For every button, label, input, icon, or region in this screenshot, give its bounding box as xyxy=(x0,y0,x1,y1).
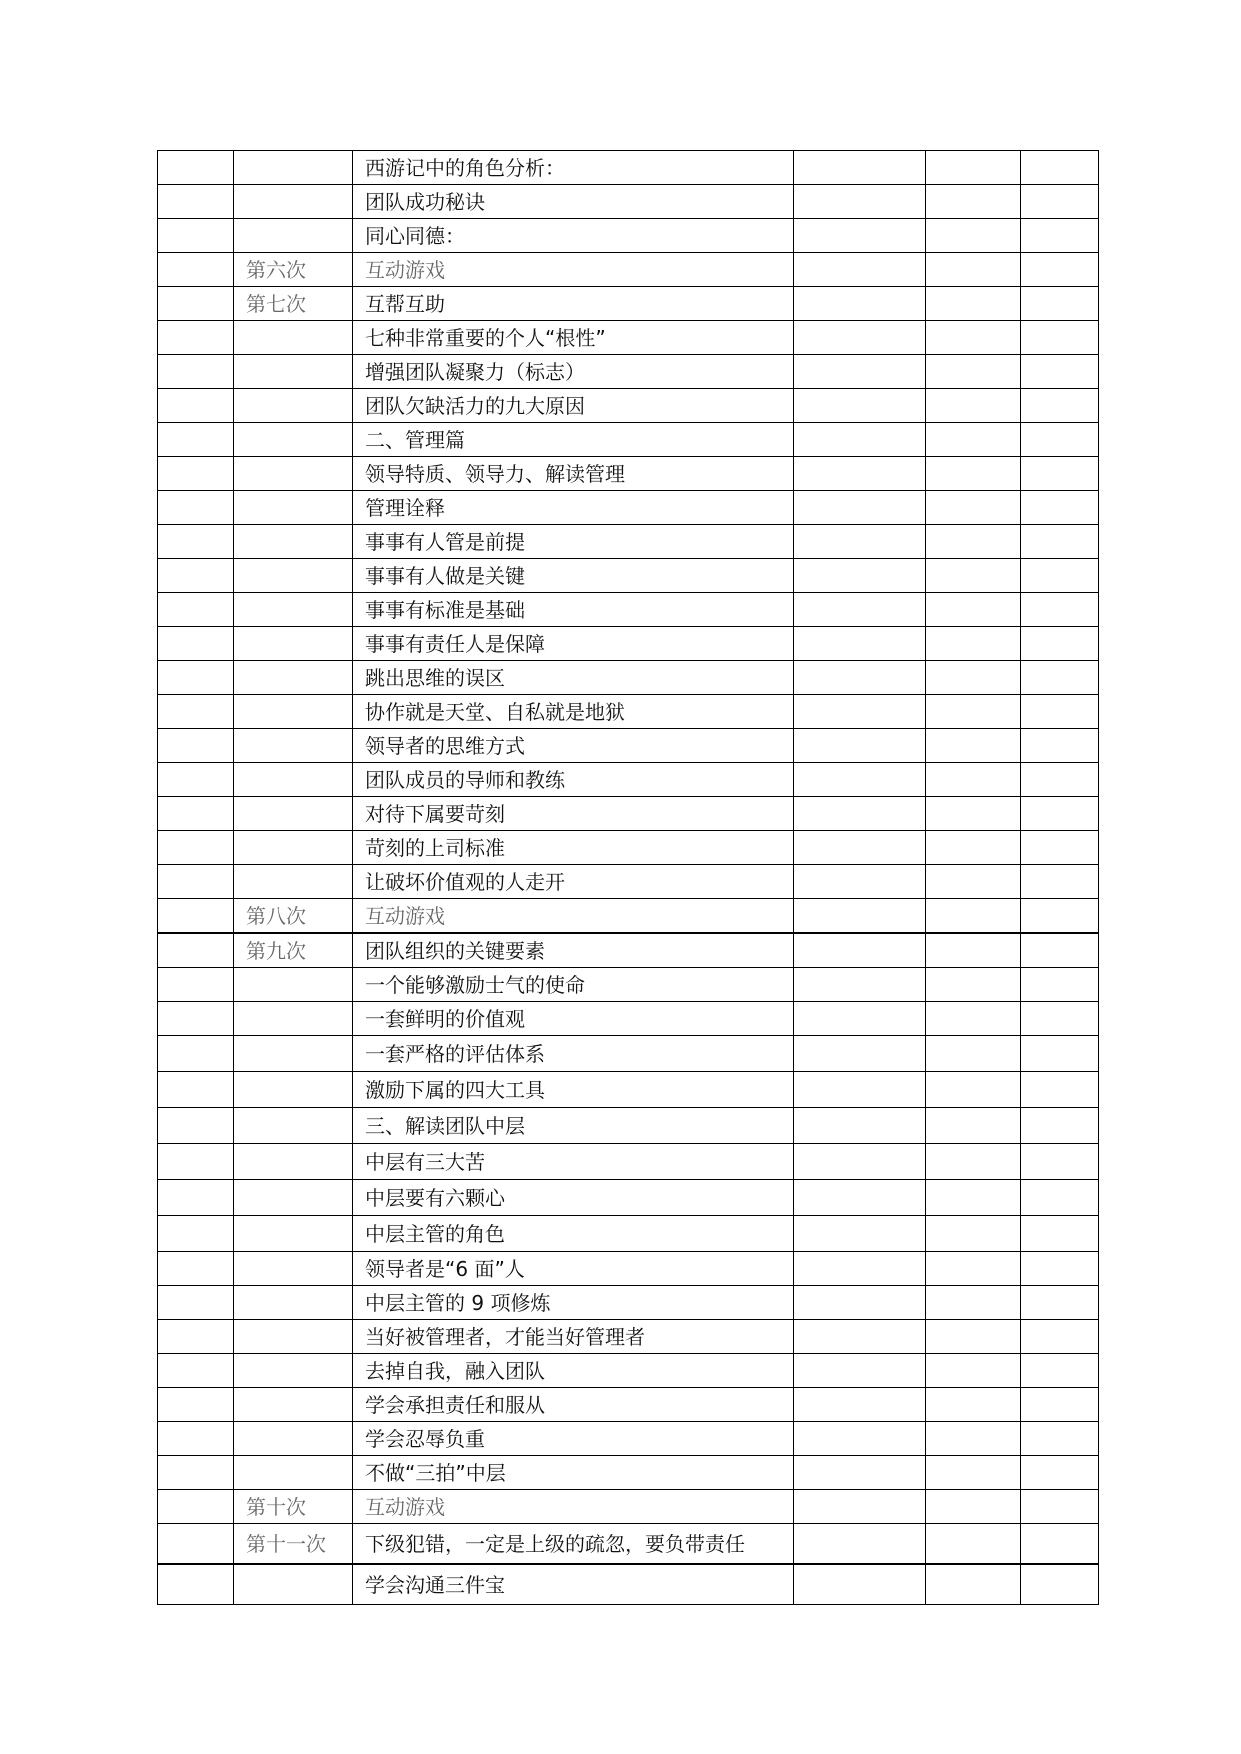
index-cell xyxy=(158,763,234,797)
topic-cell: 去掉自我，融入团队 xyxy=(353,1354,794,1388)
table-row xyxy=(158,865,1099,899)
blank-cell xyxy=(1021,1252,1099,1286)
index-cell xyxy=(158,1002,234,1036)
blank-cell xyxy=(794,321,926,355)
session-cell xyxy=(234,729,353,763)
topic-cell: 激励下属的四大工具 xyxy=(353,1072,794,1108)
blank-cell xyxy=(1021,661,1099,695)
blank-cell xyxy=(794,1144,926,1180)
blank-cell xyxy=(1021,1036,1099,1072)
blank-cell xyxy=(1021,865,1099,899)
blank-cell xyxy=(926,1036,1021,1072)
table-row xyxy=(158,968,1099,1002)
blank-cell xyxy=(1021,1320,1099,1354)
index-cell xyxy=(158,1564,234,1605)
blank-cell xyxy=(794,389,926,423)
table-row xyxy=(158,491,1099,525)
table-row xyxy=(158,1422,1099,1456)
index-cell xyxy=(158,1490,234,1524)
blank-cell xyxy=(794,1002,926,1036)
table-row xyxy=(158,1002,1099,1036)
topic-cell: 团队欠缺活力的九大原因 xyxy=(353,389,794,423)
blank-cell xyxy=(926,627,1021,661)
session-cell: 第八次 xyxy=(234,899,353,934)
index-cell xyxy=(158,525,234,559)
session-cell xyxy=(234,321,353,355)
topic-cell: 增强团队凝聚力（标志） xyxy=(353,355,794,389)
topic-cell: 团队成员的导师和教练 xyxy=(353,763,794,797)
blank-cell xyxy=(926,1456,1021,1490)
blank-cell xyxy=(794,1456,926,1490)
blank-cell xyxy=(794,423,926,457)
table-row xyxy=(158,321,1099,355)
topic-cell: 中层要有六颗心 xyxy=(353,1180,794,1216)
topic-cell: 学会沟通三件宝 xyxy=(353,1564,794,1605)
table-row xyxy=(158,661,1099,695)
blank-cell xyxy=(926,1422,1021,1456)
topic-cell: 互动游戏 xyxy=(353,899,794,934)
topic-cell: 不做“三拍”中层 xyxy=(353,1456,794,1490)
index-cell xyxy=(158,1286,234,1320)
topic-cell: 西游记中的角色分析： xyxy=(353,151,794,185)
topic-cell: 领导者是“6 面”人 xyxy=(353,1252,794,1286)
table-row xyxy=(158,933,1099,968)
index-cell xyxy=(158,1252,234,1286)
topic-cell: 互动游戏 xyxy=(353,1490,794,1524)
session-cell xyxy=(234,1002,353,1036)
blank-cell xyxy=(1021,899,1099,934)
topic-cell: 领导者的思维方式 xyxy=(353,729,794,763)
blank-cell xyxy=(926,933,1021,968)
blank-cell xyxy=(794,1490,926,1524)
blank-cell xyxy=(1021,1388,1099,1422)
blank-cell xyxy=(1021,219,1099,253)
session-cell xyxy=(234,968,353,1002)
topic-cell: 事事有人管是前提 xyxy=(353,525,794,559)
blank-cell xyxy=(926,1002,1021,1036)
blank-cell xyxy=(926,865,1021,899)
blank-cell xyxy=(926,559,1021,593)
topic-cell: 团队组织的关键要素 xyxy=(353,933,794,968)
blank-cell xyxy=(1021,253,1099,287)
index-cell xyxy=(158,593,234,627)
table-row xyxy=(158,627,1099,661)
blank-cell xyxy=(1021,457,1099,491)
blank-cell xyxy=(1021,1108,1099,1144)
blank-cell xyxy=(926,1072,1021,1108)
topic-cell: 事事有标准是基础 xyxy=(353,593,794,627)
blank-cell xyxy=(794,729,926,763)
blank-cell xyxy=(794,627,926,661)
session-cell: 第十次 xyxy=(234,1490,353,1524)
session-cell xyxy=(234,389,353,423)
topic-cell: 互动游戏 xyxy=(353,253,794,287)
blank-cell xyxy=(1021,287,1099,321)
table-row xyxy=(158,185,1099,219)
blank-cell xyxy=(926,1354,1021,1388)
blank-cell xyxy=(794,1354,926,1388)
index-cell xyxy=(158,287,234,321)
blank-cell xyxy=(926,797,1021,831)
blank-cell xyxy=(794,457,926,491)
session-cell: 第六次 xyxy=(234,253,353,287)
blank-cell xyxy=(1021,1002,1099,1036)
blank-cell xyxy=(1021,185,1099,219)
table-row xyxy=(158,1180,1099,1216)
table-row xyxy=(158,1108,1099,1144)
table-row xyxy=(158,1286,1099,1320)
table-row xyxy=(158,1072,1099,1108)
session-cell xyxy=(234,185,353,219)
table-row xyxy=(158,1320,1099,1354)
index-cell xyxy=(158,695,234,729)
blank-cell xyxy=(1021,321,1099,355)
table-row xyxy=(158,1564,1099,1605)
blank-cell xyxy=(926,1252,1021,1286)
topic-cell: 一套鲜明的价值观 xyxy=(353,1002,794,1036)
blank-cell xyxy=(794,797,926,831)
topic-cell: 下级犯错，一定是上级的疏忽，要负带责任 xyxy=(353,1524,794,1565)
session-cell xyxy=(234,865,353,899)
index-cell xyxy=(158,1108,234,1144)
index-cell xyxy=(158,797,234,831)
index-cell xyxy=(158,1216,234,1252)
blank-cell xyxy=(926,1286,1021,1320)
blank-cell xyxy=(926,1524,1021,1565)
topic-cell: 学会承担责任和服从 xyxy=(353,1388,794,1422)
blank-cell xyxy=(1021,1072,1099,1108)
table-row xyxy=(158,1036,1099,1072)
blank-cell xyxy=(1021,695,1099,729)
table-row xyxy=(158,1144,1099,1180)
blank-cell xyxy=(794,151,926,185)
index-cell xyxy=(158,661,234,695)
session-cell: 第十一次 xyxy=(234,1524,353,1565)
blank-cell xyxy=(794,559,926,593)
topic-cell: 一个能够激励士气的使命 xyxy=(353,968,794,1002)
topic-cell: 七种非常重要的个人“根性” xyxy=(353,321,794,355)
session-cell xyxy=(234,763,353,797)
index-cell xyxy=(158,1422,234,1456)
blank-cell xyxy=(794,287,926,321)
table-row xyxy=(158,219,1099,253)
blank-cell xyxy=(926,593,1021,627)
blank-cell xyxy=(926,355,1021,389)
blank-cell xyxy=(1021,559,1099,593)
topic-cell: 跳出思维的误区 xyxy=(353,661,794,695)
blank-cell xyxy=(926,151,1021,185)
table-row xyxy=(158,797,1099,831)
index-cell xyxy=(158,627,234,661)
topic-cell: 同心同德： xyxy=(353,219,794,253)
index-cell xyxy=(158,321,234,355)
blank-cell xyxy=(1021,1524,1099,1565)
index-cell xyxy=(158,1180,234,1216)
session-cell xyxy=(234,1036,353,1072)
topic-cell: 苛刻的上司标准 xyxy=(353,831,794,865)
blank-cell xyxy=(794,1422,926,1456)
blank-cell xyxy=(1021,933,1099,968)
blank-cell xyxy=(1021,729,1099,763)
topic-cell: 中层主管的 9 项修炼 xyxy=(353,1286,794,1320)
blank-cell xyxy=(926,1144,1021,1180)
table-row xyxy=(158,559,1099,593)
table-row xyxy=(158,151,1099,185)
session-cell xyxy=(234,831,353,865)
index-cell xyxy=(158,423,234,457)
blank-cell xyxy=(926,1388,1021,1422)
blank-cell xyxy=(1021,151,1099,185)
session-cell xyxy=(234,1252,353,1286)
topic-cell: 团队成功秘诀 xyxy=(353,185,794,219)
blank-cell xyxy=(794,1108,926,1144)
table-row xyxy=(158,831,1099,865)
blank-cell xyxy=(794,1216,926,1252)
course-schedule-table xyxy=(157,150,1099,1605)
topic-cell: 三、解读团队中层 xyxy=(353,1108,794,1144)
table-row xyxy=(158,389,1099,423)
blank-cell xyxy=(926,491,1021,525)
blank-cell xyxy=(794,1252,926,1286)
blank-cell xyxy=(1021,831,1099,865)
blank-cell xyxy=(926,253,1021,287)
session-cell xyxy=(234,1354,353,1388)
table-row xyxy=(158,355,1099,389)
blank-cell xyxy=(1021,1564,1099,1605)
session-cell xyxy=(234,1422,353,1456)
table-row xyxy=(158,593,1099,627)
blank-cell xyxy=(1021,423,1099,457)
blank-cell xyxy=(926,729,1021,763)
blank-cell xyxy=(1021,1180,1099,1216)
session-cell xyxy=(234,457,353,491)
index-cell xyxy=(158,831,234,865)
table-row xyxy=(158,763,1099,797)
blank-cell xyxy=(926,1216,1021,1252)
index-cell xyxy=(158,729,234,763)
table-row xyxy=(158,1524,1099,1565)
table-row xyxy=(158,525,1099,559)
blank-cell xyxy=(926,457,1021,491)
session-cell xyxy=(234,1216,353,1252)
session-cell xyxy=(234,1320,353,1354)
session-cell xyxy=(234,797,353,831)
index-cell xyxy=(158,559,234,593)
blank-cell xyxy=(926,525,1021,559)
blank-cell xyxy=(1021,491,1099,525)
topic-cell: 中层有三大苦 xyxy=(353,1144,794,1180)
session-cell xyxy=(234,1180,353,1216)
blank-cell xyxy=(1021,389,1099,423)
index-cell xyxy=(158,1320,234,1354)
table-row xyxy=(158,253,1099,287)
blank-cell xyxy=(794,661,926,695)
session-cell xyxy=(234,151,353,185)
blank-cell xyxy=(794,593,926,627)
blank-cell xyxy=(1021,968,1099,1002)
index-cell xyxy=(158,1036,234,1072)
blank-cell xyxy=(1021,1216,1099,1252)
blank-cell xyxy=(1021,355,1099,389)
blank-cell xyxy=(1021,763,1099,797)
topic-cell: 让破坏价值观的人走开 xyxy=(353,865,794,899)
blank-cell xyxy=(926,695,1021,729)
blank-cell xyxy=(794,1286,926,1320)
blank-cell xyxy=(1021,1286,1099,1320)
table-row xyxy=(158,1354,1099,1388)
blank-cell xyxy=(926,968,1021,1002)
blank-cell xyxy=(1021,1490,1099,1524)
blank-cell xyxy=(794,1320,926,1354)
blank-cell xyxy=(794,933,926,968)
blank-cell xyxy=(794,695,926,729)
blank-cell xyxy=(794,185,926,219)
table-row xyxy=(158,899,1099,934)
blank-cell xyxy=(926,1564,1021,1605)
index-cell xyxy=(158,968,234,1002)
topic-cell: 一套严格的评估体系 xyxy=(353,1036,794,1072)
blank-cell xyxy=(794,1180,926,1216)
table-row xyxy=(158,729,1099,763)
blank-cell xyxy=(794,1388,926,1422)
blank-cell xyxy=(926,287,1021,321)
topic-cell: 中层主管的角色 xyxy=(353,1216,794,1252)
session-cell xyxy=(234,1144,353,1180)
blank-cell xyxy=(926,185,1021,219)
session-cell xyxy=(234,1108,353,1144)
blank-cell xyxy=(1021,1422,1099,1456)
topic-cell: 学会忍辱负重 xyxy=(353,1422,794,1456)
index-cell xyxy=(158,1354,234,1388)
blank-cell xyxy=(794,525,926,559)
blank-cell xyxy=(794,831,926,865)
blank-cell xyxy=(794,491,926,525)
blank-cell xyxy=(926,763,1021,797)
index-cell xyxy=(158,1144,234,1180)
index-cell xyxy=(158,899,234,934)
blank-cell xyxy=(794,219,926,253)
blank-cell xyxy=(1021,797,1099,831)
blank-cell xyxy=(926,1320,1021,1354)
index-cell xyxy=(158,1456,234,1490)
table-row xyxy=(158,287,1099,321)
blank-cell xyxy=(794,968,926,1002)
index-cell xyxy=(158,185,234,219)
topic-cell: 协作就是天堂、自私就是地狱 xyxy=(353,695,794,729)
table-body xyxy=(158,151,1099,1605)
index-cell xyxy=(158,1072,234,1108)
blank-cell xyxy=(1021,1354,1099,1388)
session-cell xyxy=(234,1072,353,1108)
topic-cell: 当好被管理者，才能当好管理者 xyxy=(353,1320,794,1354)
blank-cell xyxy=(1021,627,1099,661)
session-cell xyxy=(234,1388,353,1422)
session-cell xyxy=(234,661,353,695)
session-cell xyxy=(234,1564,353,1605)
session-cell: 第七次 xyxy=(234,287,353,321)
topic-cell: 对待下属要苛刻 xyxy=(353,797,794,831)
blank-cell xyxy=(794,1524,926,1565)
topic-cell: 事事有责任人是保障 xyxy=(353,627,794,661)
blank-cell xyxy=(794,1036,926,1072)
index-cell xyxy=(158,355,234,389)
blank-cell xyxy=(926,1108,1021,1144)
blank-cell xyxy=(794,253,926,287)
blank-cell xyxy=(1021,1144,1099,1180)
blank-cell xyxy=(1021,593,1099,627)
blank-cell xyxy=(926,1180,1021,1216)
index-cell xyxy=(158,457,234,491)
blank-cell xyxy=(926,831,1021,865)
blank-cell xyxy=(1021,525,1099,559)
blank-cell xyxy=(926,1490,1021,1524)
index-cell xyxy=(158,151,234,185)
blank-cell xyxy=(926,899,1021,934)
topic-cell: 事事有人做是关键 xyxy=(353,559,794,593)
index-cell xyxy=(158,219,234,253)
table-row xyxy=(158,423,1099,457)
session-cell xyxy=(234,593,353,627)
session-cell xyxy=(234,627,353,661)
session-cell xyxy=(234,1456,353,1490)
table-row xyxy=(158,457,1099,491)
session-cell: 第九次 xyxy=(234,933,353,968)
session-cell xyxy=(234,355,353,389)
blank-cell xyxy=(794,865,926,899)
session-cell xyxy=(234,525,353,559)
session-cell xyxy=(234,491,353,525)
blank-cell xyxy=(926,219,1021,253)
topic-cell: 二、管理篇 xyxy=(353,423,794,457)
blank-cell xyxy=(794,355,926,389)
blank-cell xyxy=(926,423,1021,457)
session-cell xyxy=(234,219,353,253)
index-cell xyxy=(158,491,234,525)
table-row xyxy=(158,1490,1099,1524)
session-cell xyxy=(234,695,353,729)
blank-cell xyxy=(926,661,1021,695)
topic-cell: 管理诠释 xyxy=(353,491,794,525)
topic-cell: 互帮互助 xyxy=(353,287,794,321)
table-row xyxy=(158,1388,1099,1422)
blank-cell xyxy=(926,389,1021,423)
blank-cell xyxy=(926,321,1021,355)
index-cell xyxy=(158,1524,234,1565)
session-cell xyxy=(234,559,353,593)
blank-cell xyxy=(794,763,926,797)
topic-cell: 领导特质、领导力、解读管理 xyxy=(353,457,794,491)
blank-cell xyxy=(794,899,926,934)
index-cell xyxy=(158,389,234,423)
table-row xyxy=(158,1456,1099,1490)
session-cell xyxy=(234,423,353,457)
blank-cell xyxy=(1021,1456,1099,1490)
index-cell xyxy=(158,865,234,899)
session-cell xyxy=(234,1286,353,1320)
index-cell xyxy=(158,1388,234,1422)
table-row xyxy=(158,695,1099,729)
blank-cell xyxy=(794,1564,926,1605)
blank-cell xyxy=(794,1072,926,1108)
index-cell xyxy=(158,933,234,968)
table-row xyxy=(158,1216,1099,1252)
index-cell xyxy=(158,253,234,287)
table-row xyxy=(158,1252,1099,1286)
